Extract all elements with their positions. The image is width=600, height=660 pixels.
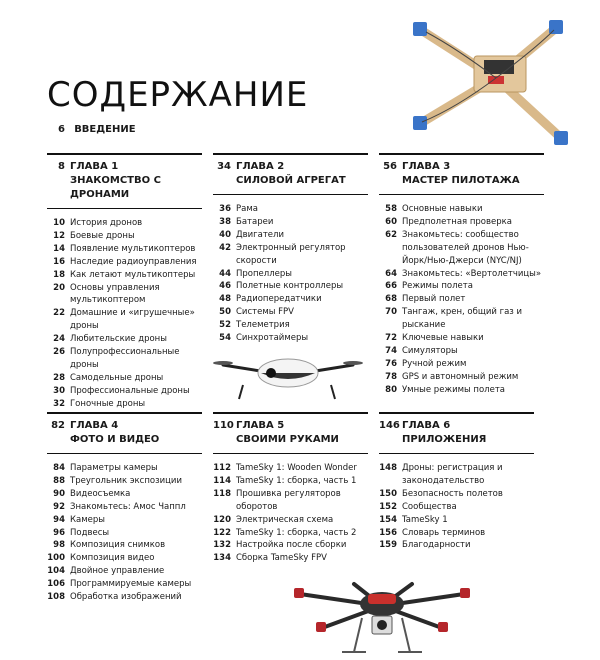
toc-entry[interactable]: [47, 552, 202, 565]
entry-title: Телеметрия: [236, 320, 290, 331]
intro-entry[interactable]: [47, 124, 136, 135]
toc-entry[interactable]: [47, 385, 202, 398]
page-number: 34: [217, 161, 231, 172]
toc-entry[interactable]: [379, 384, 544, 397]
chapter-number: ГЛАВА 2: [236, 161, 285, 172]
chapter-divider: [379, 453, 534, 454]
toc-entry[interactable]: [47, 217, 202, 230]
chapter-divider: [47, 208, 202, 209]
page-number: 114: [213, 475, 231, 486]
page-number: 66: [385, 281, 397, 292]
page-number: 152: [379, 501, 397, 512]
page-number: 46: [219, 281, 231, 292]
page-number: 88: [53, 475, 65, 486]
page-number: 148: [379, 463, 397, 473]
toc-entry[interactable]: [47, 269, 202, 282]
page-number: 26: [53, 347, 65, 358]
chapter-heading[interactable]: [379, 160, 544, 188]
chapter-rule: [213, 412, 368, 414]
chapter-rule: [47, 153, 202, 155]
page-number: 154: [379, 514, 397, 525]
entry-title: Рама: [236, 204, 258, 214]
page-number: 118: [213, 488, 231, 499]
entry-title: Параметры камеры: [70, 463, 158, 473]
chapter-title: ПРИЛОЖЕНИЯ: [402, 434, 487, 445]
chapter-3: [379, 153, 544, 397]
toc-entry[interactable]: [379, 280, 544, 293]
chapter-heading[interactable]: [47, 160, 202, 202]
toc-entry[interactable]: [47, 501, 202, 514]
page-number: 132: [213, 540, 231, 551]
chapter-rule: [379, 412, 534, 414]
page-number: 60: [385, 216, 397, 227]
page-number: 96: [53, 527, 65, 538]
page-number: 98: [53, 540, 65, 551]
toc-entry[interactable]: [47, 372, 202, 385]
page-number: 90: [53, 488, 65, 499]
page-number: 20: [53, 282, 65, 293]
page-number: 159: [379, 540, 397, 551]
page-number: 62: [385, 229, 397, 240]
toc-entry[interactable]: [379, 371, 544, 384]
entry-title: Прошивка регуляторов оборотов: [236, 488, 341, 512]
toc-entry[interactable]: [47, 346, 202, 372]
entry-title: Боевые дроны: [70, 230, 135, 241]
entry-title: Системы FPV: [236, 307, 294, 318]
chapter-heading[interactable]: [47, 419, 202, 447]
page-number: 146: [379, 420, 400, 431]
chapter-divider: [379, 194, 544, 195]
toc-entry[interactable]: [379, 501, 534, 514]
page-number: 6: [58, 124, 65, 135]
toc-entry[interactable]: [379, 462, 534, 488]
chapter-number: ГЛАВА 6: [402, 420, 451, 431]
page-number: 150: [379, 488, 397, 499]
toc-entry[interactable]: [379, 229, 544, 268]
page-number: 28: [53, 372, 65, 383]
page-number: 44: [219, 268, 231, 279]
toc-entry[interactable]: [47, 462, 202, 475]
entry-title: TameSky 1: сборка, часть 1: [236, 475, 357, 486]
entry-title: Безопасность полетов: [402, 488, 503, 499]
white-drone-photo: [213, 343, 363, 403]
toc-entry[interactable]: [47, 591, 202, 604]
entry-title: Видеосъемка: [70, 488, 131, 499]
toc-entry[interactable]: [379, 216, 544, 229]
chapter-divider: [47, 453, 202, 454]
toc-entry[interactable]: [47, 243, 202, 256]
toc-entry[interactable]: [213, 216, 368, 229]
entry-title: Предполетная проверка: [402, 216, 512, 227]
page-number: 14: [53, 243, 65, 254]
toc-entry[interactable]: [213, 488, 368, 514]
page-number: 64: [385, 268, 397, 279]
chapter-rule: [47, 412, 202, 414]
toc-entry[interactable]: [213, 462, 368, 475]
entry-title: Первый полет: [402, 294, 466, 305]
entry-title: Основы управления мультикоптером: [70, 282, 160, 306]
toc-entry[interactable]: [379, 306, 544, 332]
entry-title: Самодельные дроны: [70, 372, 164, 383]
chapter-number: ГЛАВА 3: [402, 161, 451, 172]
chapter-title: ЗНАКОМСТВО С ДРОНАМИ: [70, 175, 161, 200]
entry-title: Симуляторы: [402, 345, 458, 356]
toc-entry[interactable]: [213, 527, 368, 540]
page-number: 112: [213, 463, 231, 473]
entry-title: Электрическая схема: [236, 514, 334, 525]
entry-title: Наследие радиоуправления: [70, 256, 197, 267]
page-number: 12: [53, 230, 65, 241]
toc-entry[interactable]: [213, 514, 368, 527]
entry-title: Электронный регулятор скорости: [236, 242, 346, 266]
toc-entry[interactable]: [379, 527, 534, 540]
entry-title: История дронов: [70, 218, 143, 228]
toc-entry[interactable]: [47, 230, 202, 243]
page-number: 56: [383, 161, 397, 172]
entry-title: Знакомьтесь: «Вертолетчицы»: [402, 268, 542, 279]
page-number: 78: [385, 371, 397, 382]
chapter-number: ГЛАВА 1: [70, 161, 119, 172]
entry-title: Умные режимы полета: [402, 384, 506, 395]
entry-title: Тангаж, крен, общий газ и рыскание: [402, 307, 523, 331]
entry-title: Знакомьтесь: сообщество пользователей дронов Нью-Йорк/Нью-Джерси (NYC/NJ): [402, 229, 529, 266]
page-number: 84: [53, 463, 65, 473]
entry-title: Полупрофессиональные дроны: [70, 347, 180, 370]
toc-entry[interactable]: [47, 527, 202, 540]
entry-title: Композиция видео: [70, 553, 155, 564]
chapter-number: ГЛАВА 5: [236, 420, 285, 431]
toc-entry[interactable]: [47, 398, 202, 411]
toc-entry[interactable]: [47, 256, 202, 269]
chapter-title: СИЛОВОЙ АГРЕГАТ: [236, 175, 346, 186]
entry-title: Как летают мультикоптеры: [70, 269, 196, 280]
page-number: 42: [219, 242, 231, 253]
chapter-heading[interactable]: [213, 419, 368, 447]
page-number: 108: [47, 592, 65, 603]
toc-entry[interactable]: [47, 307, 202, 333]
chapter-1: [47, 153, 202, 411]
entry-title: Благодарности: [402, 540, 471, 551]
entry-title: Композиция снимков: [70, 540, 166, 551]
page-number: 120: [213, 514, 231, 525]
page-number: 106: [47, 579, 65, 590]
page-number: 76: [385, 358, 397, 369]
toc-entry[interactable]: [379, 203, 544, 216]
entry-title: Батареи: [236, 216, 274, 227]
entry-title: Появление мультикоптеров: [70, 243, 196, 254]
page-number: 32: [53, 398, 65, 409]
entry-title: Домашние и «игрушечные» дроны: [70, 308, 195, 332]
wooden-drone-photo: [396, 8, 596, 158]
toc-entry[interactable]: [213, 539, 368, 552]
chapter-title: МАСТЕР ПИЛОТАЖА: [402, 175, 520, 186]
toc-entry[interactable]: [379, 332, 544, 345]
chapter-title: ФОТО И ВИДЕО: [70, 434, 160, 445]
entry-title: Профессиональные дроны: [70, 385, 190, 396]
entry-title: Полетные контроллеры: [236, 281, 344, 292]
page-number: 72: [385, 333, 397, 344]
page-number: 54: [219, 333, 231, 344]
page-number: 16: [53, 256, 65, 267]
toc-entry[interactable]: [47, 578, 202, 591]
entry-title: Режимы полета: [402, 281, 473, 292]
page-number: 134: [213, 553, 231, 564]
page-number: 8: [58, 161, 65, 172]
page-number: 58: [385, 204, 397, 214]
chapter-4: [47, 412, 202, 604]
toc-entry[interactable]: [213, 293, 368, 306]
toc-entry[interactable]: [213, 306, 368, 319]
entry-title: Двойное управление: [70, 566, 165, 577]
toc-entry[interactable]: [213, 229, 368, 242]
toc-entry[interactable]: [379, 358, 544, 371]
entry-title: Словарь терминов: [402, 527, 486, 538]
entry-title: Обработка изображений: [70, 592, 182, 603]
chapter-divider: [213, 453, 368, 454]
toc-entry[interactable]: [47, 333, 202, 346]
page-number: 104: [47, 566, 65, 577]
chapter-2: [213, 153, 368, 345]
page-number: 24: [53, 334, 65, 345]
chapter-5: [213, 412, 368, 565]
entry-title: Радиопередатчики: [236, 294, 322, 305]
entry-title: TameSky 1: [402, 514, 448, 525]
page-number: 94: [53, 514, 65, 525]
toc-entry[interactable]: [379, 488, 534, 501]
toc-entry[interactable]: [47, 488, 202, 501]
page-number: 22: [53, 308, 65, 319]
toc-entry[interactable]: [213, 203, 368, 216]
page-title: СОДЕРЖАНИЕ: [47, 74, 309, 115]
toc-entry[interactable]: [379, 268, 544, 281]
toc-entry[interactable]: [47, 539, 202, 552]
toc-entry[interactable]: [379, 345, 544, 358]
entry-title: Программируемые камеры: [70, 579, 192, 590]
entry-title: TameSky 1: сборка, часть 2: [236, 527, 357, 538]
page-number: 80: [385, 384, 397, 395]
toc-entry[interactable]: [213, 268, 368, 281]
entry-title: GPS и автономный режим: [402, 371, 519, 382]
entry-title: Гоночные дроны: [70, 398, 146, 409]
entry-title: Ручной режим: [402, 358, 467, 369]
page-number: 48: [219, 294, 231, 305]
toc-entry[interactable]: [213, 475, 368, 488]
page-number: 68: [385, 294, 397, 305]
intro-label: ВВЕДЕНИЕ: [74, 124, 136, 135]
page-number: 110: [213, 420, 234, 431]
entry-title: Треугольник экспозиции: [70, 475, 182, 486]
toc-entry[interactable]: [379, 539, 534, 552]
entry-title: Знакомьтесь: Амос Чаппл: [70, 501, 186, 512]
toc-entry[interactable]: [379, 293, 544, 306]
entry-title: Подвесы: [70, 527, 110, 538]
page-number: 122: [213, 527, 231, 538]
entry-title: Дроны: регистрация и законодательство: [402, 463, 503, 486]
entry-title: Камеры: [70, 514, 105, 525]
toc-entry[interactable]: [47, 475, 202, 488]
toc-entry[interactable]: [213, 319, 368, 332]
page-number: 18: [53, 269, 65, 280]
entry-title: TameSky 1: Wooden Wonder: [236, 463, 357, 473]
chapter-heading[interactable]: [379, 419, 534, 447]
hexacopter-drone-photo: [282, 572, 482, 658]
page-number: 30: [53, 385, 65, 396]
entry-title: Сообщества: [402, 501, 457, 512]
toc-entry[interactable]: [213, 242, 368, 268]
entry-title: Ключевые навыки: [402, 333, 484, 344]
page-number: 52: [219, 320, 231, 331]
page-number: 36: [219, 204, 231, 214]
page-number: 10: [53, 218, 65, 228]
entry-title: Настройка после сборки: [236, 540, 347, 551]
entry-title: Сборка TameSky FPV: [236, 553, 327, 564]
toc-entry[interactable]: [47, 282, 202, 308]
entry-title: Основные навыки: [402, 204, 483, 214]
page-number: 82: [51, 420, 65, 431]
page-number: 92: [53, 501, 65, 512]
chapter-rule: [379, 153, 544, 155]
entry-title: Двигатели: [236, 229, 284, 240]
entry-title: Пропеллеры: [236, 268, 292, 279]
chapter-rule: [213, 153, 368, 155]
chapter-divider: [213, 194, 368, 195]
entry-title: Любительские дроны: [70, 334, 167, 345]
toc-entry[interactable]: [213, 280, 368, 293]
chapter-heading[interactable]: [213, 160, 368, 188]
page-number: 70: [385, 307, 397, 318]
toc-entry[interactable]: [47, 514, 202, 527]
page-number: 40: [219, 229, 231, 240]
chapter-number: ГЛАВА 4: [70, 420, 119, 431]
page-number: 74: [385, 345, 397, 356]
page-number: 100: [47, 553, 65, 564]
page-number: 156: [379, 527, 397, 538]
toc-entry[interactable]: [213, 552, 368, 565]
page-number: 50: [219, 307, 231, 318]
chapter-6: [379, 412, 534, 552]
toc-entry[interactable]: [379, 514, 534, 527]
entry-title: Синхротаймеры: [236, 333, 309, 344]
chapter-title: СВОИМИ РУКАМИ: [236, 434, 339, 445]
page-number: 38: [219, 216, 231, 227]
toc-entry[interactable]: [47, 565, 202, 578]
